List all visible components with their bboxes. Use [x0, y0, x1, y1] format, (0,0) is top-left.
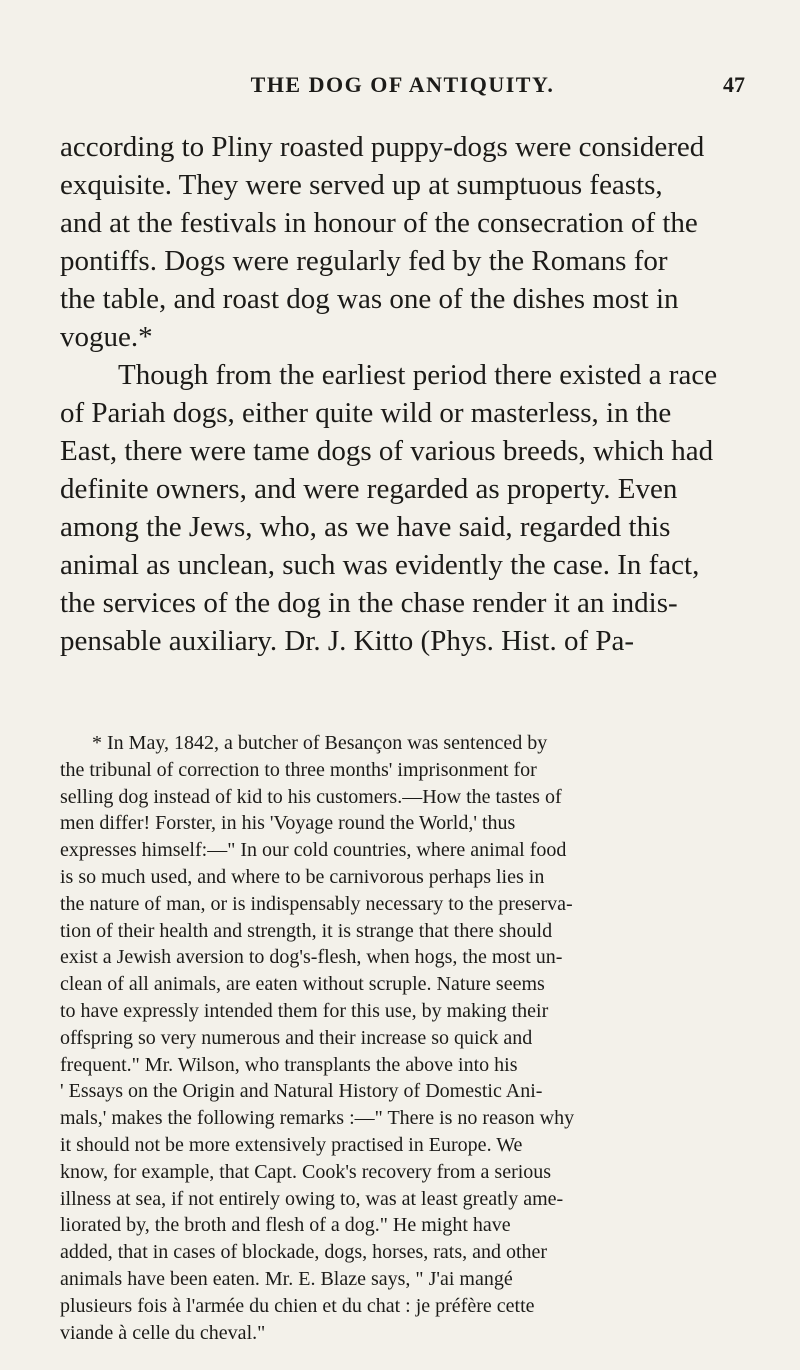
text-line: animal as unclean, such was evidently the case. In fact, — [60, 549, 700, 581]
footnote-line: clean of all animals, are eaten without scruple. Nature seems — [60, 973, 545, 996]
running-title: THE DOG OF ANTIQUITY. — [250, 72, 555, 97]
footnote-line: the nature of man, or is indispensably necessary to the preserva- — [60, 892, 573, 915]
footnote-line: it should not be more extensively practised in Europe. We — [60, 1133, 523, 1156]
footnote-line: offspring so very numerous and their increase so quick and — [60, 1026, 533, 1049]
footnote-line: tion of their health and strength, it is strange that there should — [60, 919, 553, 942]
text-line: definite owners, and were regarded as property. Even — [60, 473, 678, 505]
footnote-line: added, that in cases of blockade, dogs, horses, rats, and other — [60, 1241, 548, 1264]
footnote-line: know, for example, that Capt. Cook's recovery from a serious — [60, 1160, 552, 1183]
text-line: according to Pliny roasted puppy-dogs were considered — [60, 131, 705, 163]
text-line: East, there were tame dogs of various breeds, which had — [60, 435, 714, 467]
paragraph-1 — [60, 128, 745, 356]
footnote — [60, 730, 750, 1346]
running-head — [60, 72, 745, 102]
main-text — [60, 128, 745, 660]
footnote-line: is so much used, and where to be carnivorous perhaps lies in — [60, 865, 545, 888]
footnote-text — [60, 730, 750, 1346]
footnote-line: * In May, 1842, a butcher of Besançon was sentenced by — [92, 732, 548, 754]
footnote-line: viande à celle du cheval." — [60, 1321, 266, 1344]
footnote-line: exist a Jewish aversion to dog's-flesh, when hogs, the most un- — [60, 946, 563, 969]
text-line: pontiffs. Dogs were regularly fed by the Romans for — [60, 245, 668, 277]
text-line: vogue.* — [60, 321, 153, 353]
footnote-line: plusieurs fois à l'armée du chien et du chat : je préfère cette — [60, 1294, 535, 1317]
footnote-line: liorated by, the broth and flesh of a dog." He might have — [60, 1214, 511, 1237]
footnote-line: expresses himself:—" In our cold countries, where animal food — [60, 839, 567, 862]
footnote-line: to have expressly intended them for this use, by making their — [60, 999, 549, 1022]
text-line: pensable auxiliary. Dr. J. Kitto (Phys. Hist. of Pa- — [60, 625, 635, 657]
text-line: exquisite. They were served up at sumptuous feasts, — [60, 169, 663, 201]
text-line: the services of the dog in the chase render it an indis- — [60, 587, 678, 619]
text-line: the table, and roast dog was one of the dishes most in — [60, 283, 679, 315]
footnote-line: the tribunal of correction to three months' imprisonment for — [60, 758, 537, 781]
paragraph-2 — [60, 356, 745, 660]
footnote-line: frequent." Mr. Wilson, who transplants the above into his — [60, 1053, 518, 1076]
footnote-line: men differ! Forster, in his 'Voyage round the World,' thus — [60, 812, 516, 835]
footnote-line: ' Essays on the Origin and Natural History of Domestic Ani- — [60, 1080, 543, 1103]
text-line: among the Jews, who, as we have said, regarded this — [60, 511, 671, 543]
footnote-line: mals,' makes the following remarks :—" There is no reason why — [60, 1107, 575, 1130]
text-line: of Pariah dogs, either quite wild or masterless, in the — [60, 397, 672, 429]
footnote-line: illness at sea, if not entirely owing to, was at least greatly ame- — [60, 1187, 564, 1210]
footnote-line: selling dog instead of kid to his customers.—How the tastes of — [60, 785, 562, 808]
footnote-line: animals have been eaten. Mr. E. Blaze says, " J'ai mangé — [60, 1267, 513, 1290]
page-number: 47 — [723, 72, 745, 97]
text-line: Though from the earliest period there existed a race — [118, 359, 718, 391]
text-line: and at the festivals in honour of the consecration of the — [60, 207, 698, 239]
